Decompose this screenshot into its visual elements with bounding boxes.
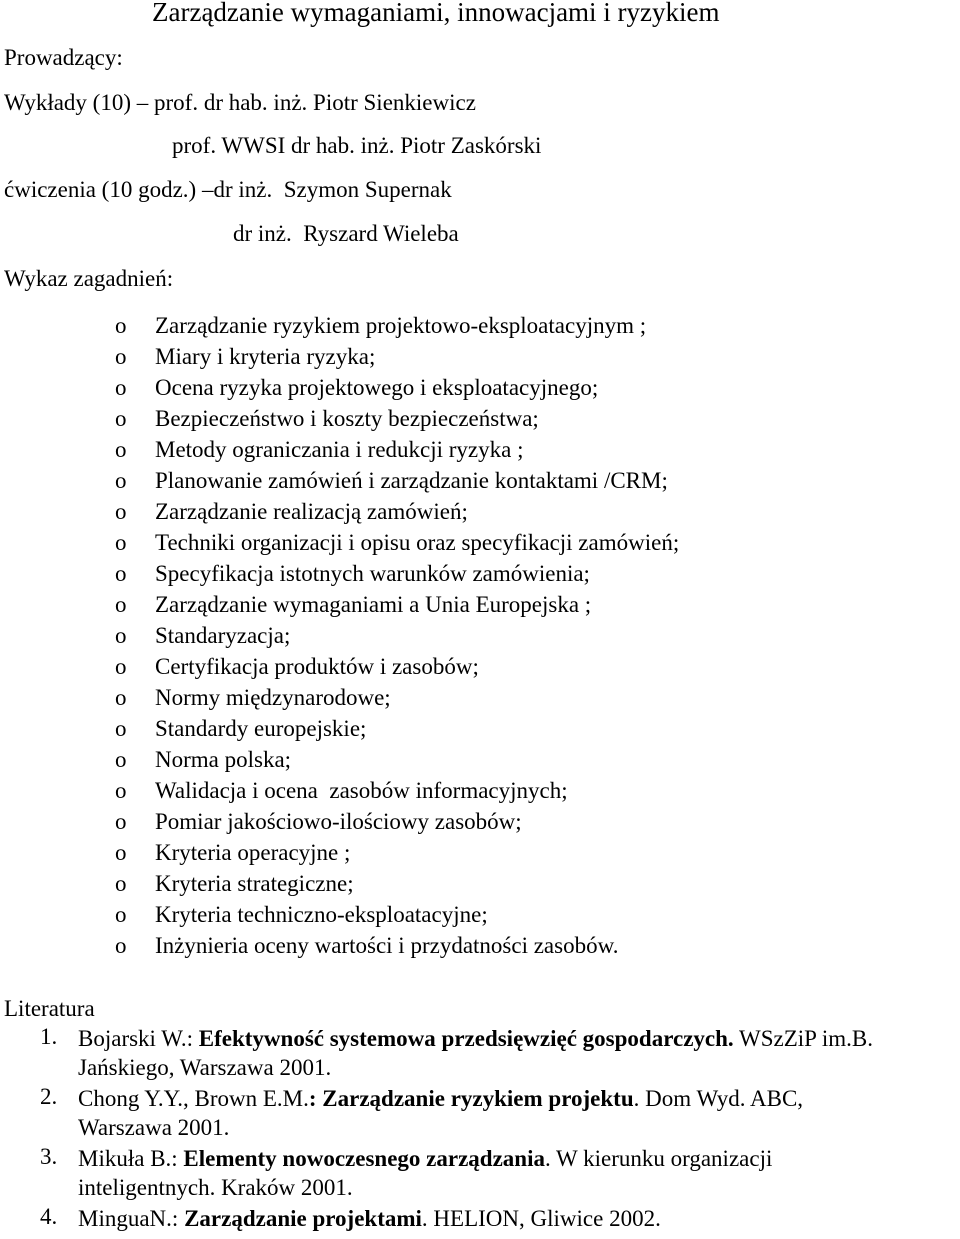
- topic-text: Miary i kryteria ryzyka;: [155, 344, 376, 369]
- reference-line: [78, 1204, 958, 1233]
- topic-text: Certyfikacja produktów i zasobów;: [155, 654, 479, 679]
- topic-item: [115, 899, 679, 930]
- topic-item: [115, 713, 679, 744]
- topic-item: [115, 496, 679, 527]
- topics-list: [115, 310, 679, 961]
- topic-item: [115, 372, 679, 403]
- reference-title: Zarządzanie projektami: [184, 1206, 422, 1231]
- topic-text: Bezpieczeństwo i koszty bezpieczeństwa;: [155, 406, 539, 431]
- topic-item: [115, 868, 679, 899]
- reference-title: : Zarządzanie ryzykiem projektu: [308, 1086, 634, 1111]
- topic-text: Normy międzynarodowe;: [155, 685, 391, 710]
- bullet-marker: o: [115, 344, 127, 369]
- bullet-marker: o: [115, 592, 127, 617]
- reference-item: [40, 1144, 958, 1202]
- bullet-marker: o: [115, 778, 127, 803]
- reference-line-2: inteligentnych. Kraków 2001.: [78, 1175, 353, 1200]
- topic-item: [115, 682, 679, 713]
- lectures-line: Wykłady (10) – prof. dr hab. inż. Piotr Sienkiewicz: [4, 90, 476, 115]
- topic-text: Norma polska;: [155, 747, 292, 772]
- topic-text: Zarządzanie ryzykiem projektowo-eksploatacyjnym ;: [155, 313, 647, 338]
- reference-title: Efektywność systemowa przedsięwzięć gospodarczych.: [198, 1026, 734, 1051]
- reference-author: Bojarski W.:: [78, 1026, 199, 1051]
- topic-item: [115, 434, 679, 465]
- topic-item: [115, 558, 679, 589]
- bullet-marker: o: [115, 375, 127, 400]
- reference-author: Chong Y.Y., Brown E.M.: [78, 1086, 309, 1111]
- reference-publisher: . W kierunku organizacji: [544, 1146, 773, 1171]
- topic-text: Zarządzanie realizacją zamówień;: [155, 499, 468, 524]
- reference-line: [78, 1144, 958, 1173]
- topic-item: [115, 403, 679, 434]
- reference-number: 2.: [40, 1084, 58, 1109]
- bullet-marker: o: [115, 933, 127, 958]
- topic-item: [115, 310, 679, 341]
- literature-heading: Literatura: [4, 996, 95, 1021]
- bullet-marker: o: [115, 809, 127, 834]
- topic-item: [115, 651, 679, 682]
- topic-text: Specyfikacja istotnych warunków zamówienia;: [155, 561, 590, 586]
- bullet-marker: o: [115, 437, 127, 462]
- topic-text: Walidacja i ocena zasobów informacyjnych;: [155, 778, 568, 803]
- topic-item: [115, 620, 679, 651]
- topic-text: Kryteria strategiczne;: [155, 871, 354, 896]
- topic-text: Kryteria operacyjne ;: [155, 840, 351, 865]
- reference-item: [40, 1024, 958, 1082]
- topic-text: Kryteria techniczno-eksploatacyjne;: [155, 902, 488, 927]
- topic-text: Ocena ryzyka projektowego i eksploatacyjnego;: [155, 375, 599, 400]
- reference-line-2: Warszawa 2001.: [78, 1115, 230, 1140]
- topic-item: [115, 527, 679, 558]
- reference-number: 3.: [40, 1144, 58, 1169]
- topic-item: [115, 806, 679, 837]
- topic-text: Zarządzanie wymaganiami a Unia Europejska ;: [155, 592, 592, 617]
- bullet-marker: o: [115, 468, 127, 493]
- bullet-marker: o: [115, 499, 127, 524]
- topic-text: Standaryzacja;: [155, 623, 291, 648]
- bullet-marker: o: [115, 561, 127, 586]
- topic-item: [115, 341, 679, 372]
- lectures-line-2: prof. WWSI dr hab. inż. Piotr Zaskórski: [172, 133, 542, 158]
- reference-item: [40, 1084, 958, 1142]
- reference-title: Elementy nowoczesnego zarządzania: [183, 1146, 545, 1171]
- topic-item: [115, 589, 679, 620]
- bullet-marker: o: [115, 623, 127, 648]
- topic-text: Standardy europejskie;: [155, 716, 367, 741]
- bullet-marker: o: [115, 871, 127, 896]
- topic-text: Planowanie zamówień i zarządzanie kontaktami /CRM;: [155, 468, 668, 493]
- reference-number: 4.: [40, 1204, 58, 1229]
- topic-item: [115, 775, 679, 806]
- bullet-marker: o: [115, 654, 127, 679]
- topic-item: [115, 837, 679, 868]
- reference-author: Mikuła B.:: [78, 1146, 184, 1171]
- bullet-marker: o: [115, 313, 127, 338]
- reference-publisher: . HELION, Gliwice 2002.: [421, 1206, 661, 1231]
- exercises-line-2: dr inż. Ryszard Wieleba: [233, 221, 459, 246]
- reference-publisher: . Dom Wyd. ABC,: [633, 1086, 804, 1111]
- lecturers-heading: Prowadzący:: [4, 45, 123, 70]
- reference-line: [78, 1084, 958, 1113]
- topic-text: Pomiar jakościowo-ilościowy zasobów;: [155, 809, 522, 834]
- document-title: Zarządzanie wymaganiami, innowacjami i ryzykiem: [152, 0, 720, 27]
- bullet-marker: o: [115, 685, 127, 710]
- bullet-marker: o: [115, 406, 127, 431]
- reference-author: MinguaN.:: [78, 1206, 185, 1231]
- bullet-marker: o: [115, 716, 127, 741]
- topic-text: Inżynieria oceny wartości i przydatności zasobów.: [155, 933, 619, 958]
- topic-item: [115, 465, 679, 496]
- bullet-marker: o: [115, 840, 127, 865]
- references-list: [40, 1024, 958, 1233]
- topic-item: [115, 744, 679, 775]
- bullet-marker: o: [115, 530, 127, 555]
- topic-text: Techniki organizacji i opisu oraz specyfikacji zamówień;: [155, 530, 680, 555]
- bullet-marker: o: [115, 747, 127, 772]
- reference-item: [40, 1204, 958, 1233]
- reference-publisher: WSzZiP im.B.: [733, 1026, 873, 1051]
- reference-line: [78, 1024, 958, 1053]
- topics-heading: Wykaz zagadnień:: [4, 266, 174, 291]
- topic-text: Metody ograniczania i redukcji ryzyka ;: [155, 437, 524, 462]
- topic-item: [115, 930, 679, 961]
- exercises-line: ćwiczenia (10 godz.) –dr inż. Szymon Supernak: [4, 177, 452, 202]
- reference-number: 1.: [40, 1024, 58, 1049]
- reference-line-2: Jańskiego, Warszawa 2001.: [78, 1055, 332, 1080]
- bullet-marker: o: [115, 902, 127, 927]
